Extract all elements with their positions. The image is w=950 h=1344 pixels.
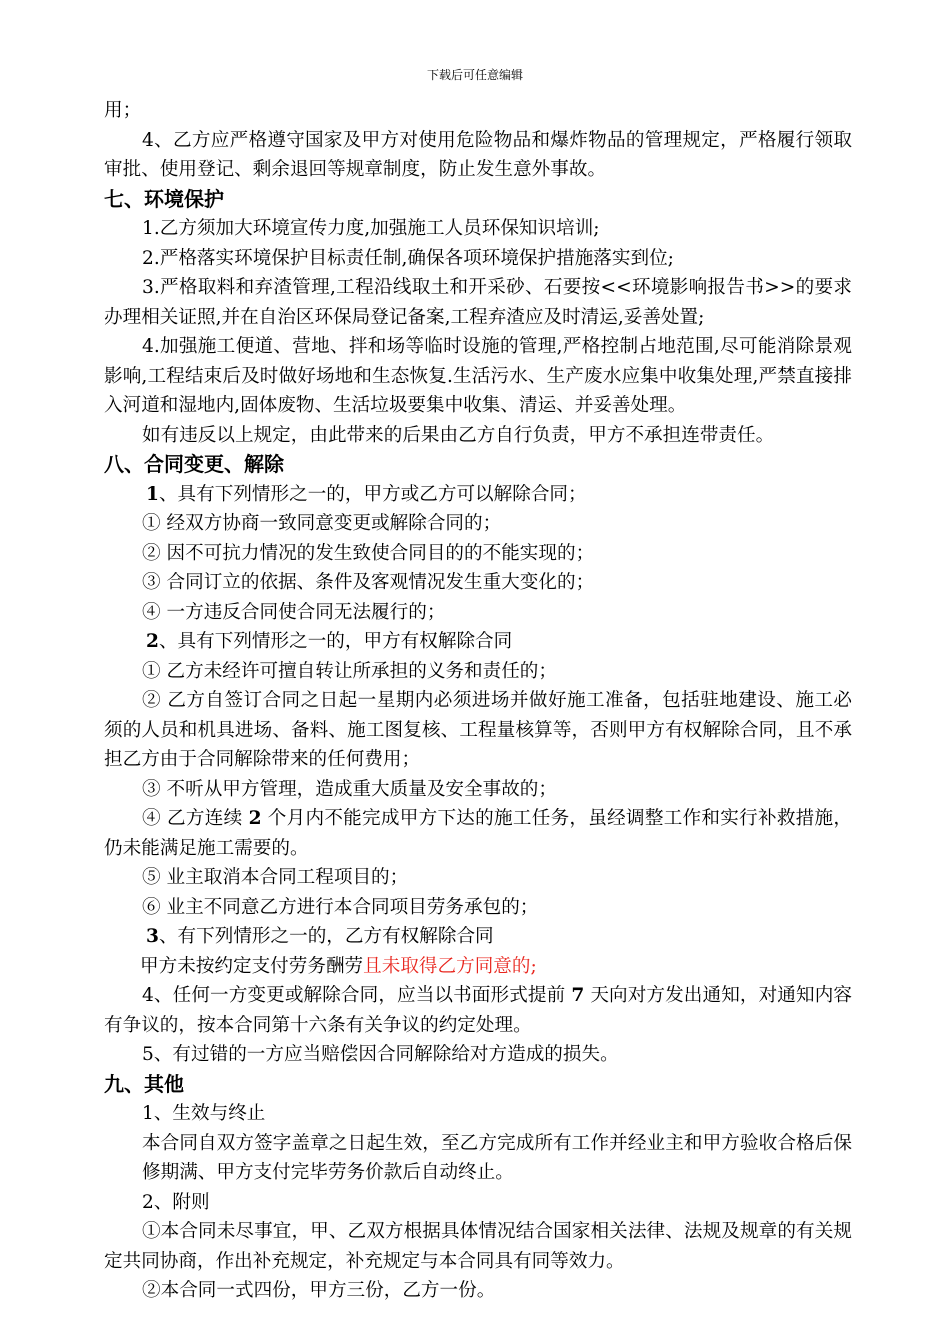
supplementary-item-1: ①本合同未尽事宜，甲、乙双方根据具体情况结合国家相关法律、法规及规章的有关规定共同协商，作出补充规定，补充规定与本合同具有同等效力。 — [104, 1221, 852, 1272]
clause-number: 7 — [571, 985, 585, 1006]
env-item-1: 1.乙方须加大环境宣传力度,加强施工人员环保知识培训; — [142, 218, 600, 239]
clause-number: 1 — [146, 483, 159, 505]
list-item: ⑤ 业主取消本合同工程项目的； — [142, 867, 409, 888]
clause-number: 2 — [146, 631, 159, 652]
list-item: ③ 不听从甲方管理，造成重大质量及安全事故的； — [142, 778, 557, 800]
list-item: ② 乙方自签订合同之日起一星期内必须进场并做好施工准备，包括驻地建设、施工必须的人员和机具进场、备料、施工图复核、工程量核算等，否则甲方有权解除合同，且不承担乙方由于合同解除带来的任何费用； — [104, 690, 852, 770]
paragraph-hazard-rule: 4、乙方应严格遵守国家及甲方对使用危险物品和爆炸物品的管理规定，严格履行领取审批、使用登记、剩余退回等规章制度，防止发生意外事故。 — [104, 129, 852, 180]
section-heading-termination: 八、合同变更、解除 — [104, 452, 284, 476]
list-item: ④ 一方违反合同使合同无法履行的； — [142, 601, 446, 623]
termination-clause-3 — [104, 922, 852, 952]
subheading-effect: 1、生效与终止 — [142, 1103, 266, 1124]
list-item: ① 经双方协商一致同意变更或解除合同的； — [142, 513, 502, 534]
clause-number: 3 — [146, 926, 159, 947]
clause-text: 4、任何一方变更或解除合同，应当以书面形式提前 — [142, 985, 572, 1006]
clause-text: 、具有下列情形之一的，甲方有权解除合同 — [158, 631, 513, 652]
env-item-3: 3.严格取料和弃渣管理,工程沿线取土和开采砂、石要按<<环境影响报告书>>的要求办理相关证照,并在自治区环保局登记备案,工程弃渣应及时清运,妥善处置; — [104, 277, 852, 328]
effect-text: 本合同自双方签字盖章之日起生效，至乙方完成所有工作并经业主和甲方验收合格后保修期满、甲方支付完毕劳务价款后自动终止。 — [142, 1132, 852, 1183]
supplementary-item-2: ②本合同一式四份，甲方三份，乙方一份。 — [142, 1280, 496, 1301]
termination-clause-2 — [104, 627, 852, 657]
item-text: 甲方未按约定支付劳务酬劳 — [140, 955, 364, 977]
clause-text: 、有下列情形之一的，乙方有权解除合同 — [158, 926, 494, 947]
paragraph-continuation: 用； — [104, 100, 142, 121]
highlighted-text: 且未取得乙方同意的; — [363, 955, 537, 977]
env-item-2: 2.严格落实环境保护目标责任制,确保各项环境保护措施落实到位; — [142, 247, 674, 269]
item-number: 2 — [248, 808, 262, 829]
env-liability: 如有违反以上规定，由此带来的后果由乙方自行负责，甲方不承担连带责任。 — [142, 424, 775, 446]
list-item: ⑥ 业主不同意乙方进行本合同项目劳务承包的； — [142, 896, 539, 918]
item-text: 个月内不能完成甲方下达的施工任务，虽经调整工作和实行补救措施，仍未能满足施工需要的。 — [104, 808, 852, 859]
clause-text: 、具有下列情形之一的，甲方或乙方可以解除合同； — [158, 483, 587, 505]
section-heading-other: 九、其他 — [104, 1071, 184, 1096]
clause-text: 天向对方发出通知，对通知内容有争议的，按本合同第十六条有关争议的约定处理。 — [104, 985, 852, 1036]
env-item-4: 4.加强施工便道、营地、拌和场等临时设施的管理,严格控制占地范围,尽可能消除景观影响,工程结束后及时做好场地和生态恢复.生活污水、生产废水应集中收集处理,严禁直接排入河道和湿地内,固体废物、生活垃圾要集中收集、清运、并妥善处理。 — [104, 336, 852, 416]
list-item — [104, 804, 852, 863]
list-item: ② 因不可抗力情况的发生致使合同目的的不能实现的； — [142, 542, 595, 564]
contract-body — [104, 96, 852, 1306]
list-item — [104, 952, 852, 982]
termination-clause-5: 5、有过错的一方应当赔偿因合同解除给对方造成的损失。 — [142, 1044, 619, 1065]
section-heading-environment: 七、环境保护 — [104, 186, 224, 211]
termination-clause-4 — [104, 981, 852, 1040]
subheading-supplementary: 2、附则 — [142, 1191, 210, 1213]
list-item: ③ 合同订立的依据、条件及客观情况发生重大变化的； — [142, 572, 595, 593]
termination-clause-1 — [104, 480, 852, 510]
list-item: ① 乙方未经许可擅自转让所承担的义务和责任的； — [142, 660, 557, 682]
page-header-note: 下载后可任意编辑 — [426, 68, 523, 82]
item-text: ④ 乙方连续 — [142, 808, 249, 829]
